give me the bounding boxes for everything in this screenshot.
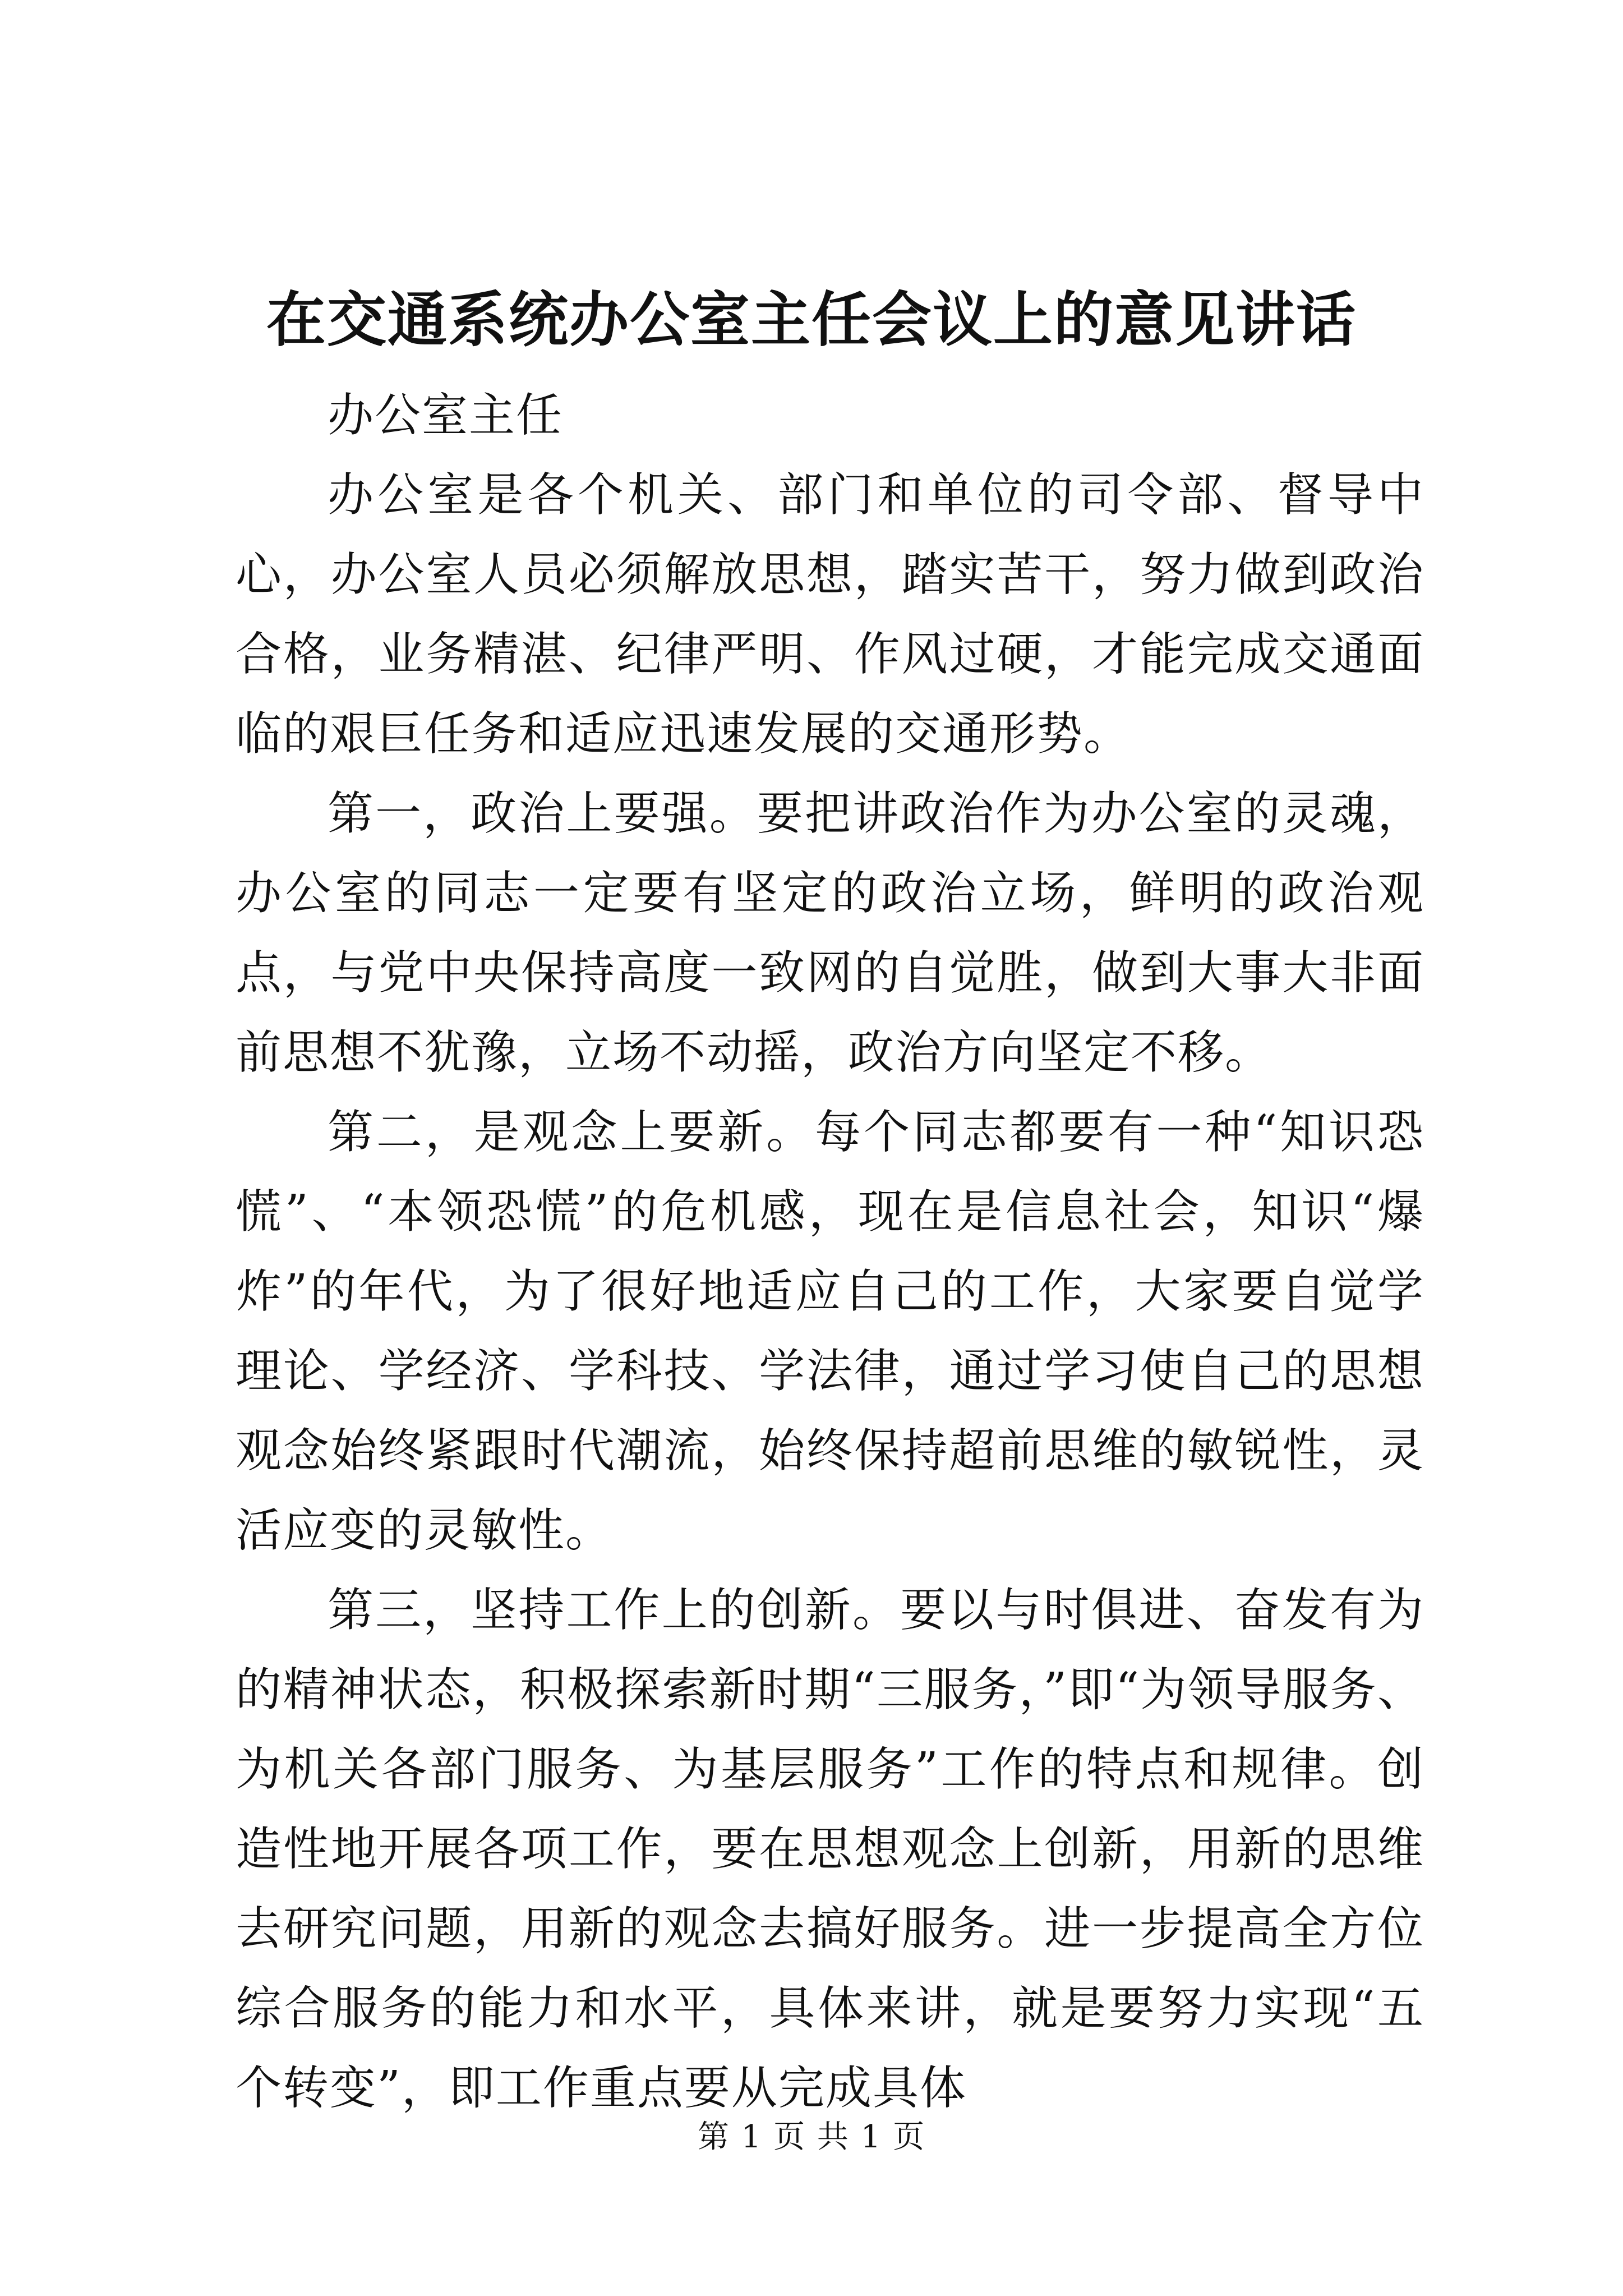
- document-body: [236, 376, 1424, 2128]
- paragraph-intro: 办公室是各个机关、部门和单位的司令部、督导中心，办公室人员必须解放思想，踏实苦干，努力做到政治合格，业务精湛、纪律严明、作风过硬，才能完成交通面临的艰巨任务和适应迅速发展的交通形势。: [236, 468, 1424, 761]
- paragraph-first: 第一，政治上要强。要把讲政治作为办公室的灵魂，办公室的同志一定要有坚定的政治立场，鲜明的政治观点，与党中央保持高度一致网的自觉胜，做到大事大非面前思想不犹豫，立场不动摇，政治方向坚定不移。: [236, 787, 1424, 1079]
- paragraph-second: 第二，是观念上要新。每个同志都要有一种“知识恐慌”、“本领恐慌”的危机感，现在是信息社会，知识“爆炸”的年代，为了很好地适应自己的工作，大家要自觉学理论、学经济、学科技、学法律，通过学习使自己的思想观念始终紧跟时代潮流，始终保持超前思维的敏锐性，灵活应变的灵敏性。: [236, 1106, 1424, 1557]
- document-title: 在交通系统办公室主任会议上的意见讲话: [266, 284, 1357, 355]
- author-line: 办公室主任: [328, 389, 564, 442]
- paragraph-third: 第三，坚持工作上的创新。要以与时俱进、奋发有为的精神状态，积极探索新时期“三服务，”即“为领导服务、为机关各部门服务、为基层服务”工作的特点和规律。创造性地开展各项工作，要在思想观念上创新，用新的思维去研究问题，用新的观念去搞好服务。进一步提高全方位综合服务的能力和水平，具体来讲，就是要努力实现“五个转变”，即工作重点要从完成具体: [236, 1584, 1424, 2115]
- page-footer: 第 1 页 共 1 页: [697, 2119, 926, 2155]
